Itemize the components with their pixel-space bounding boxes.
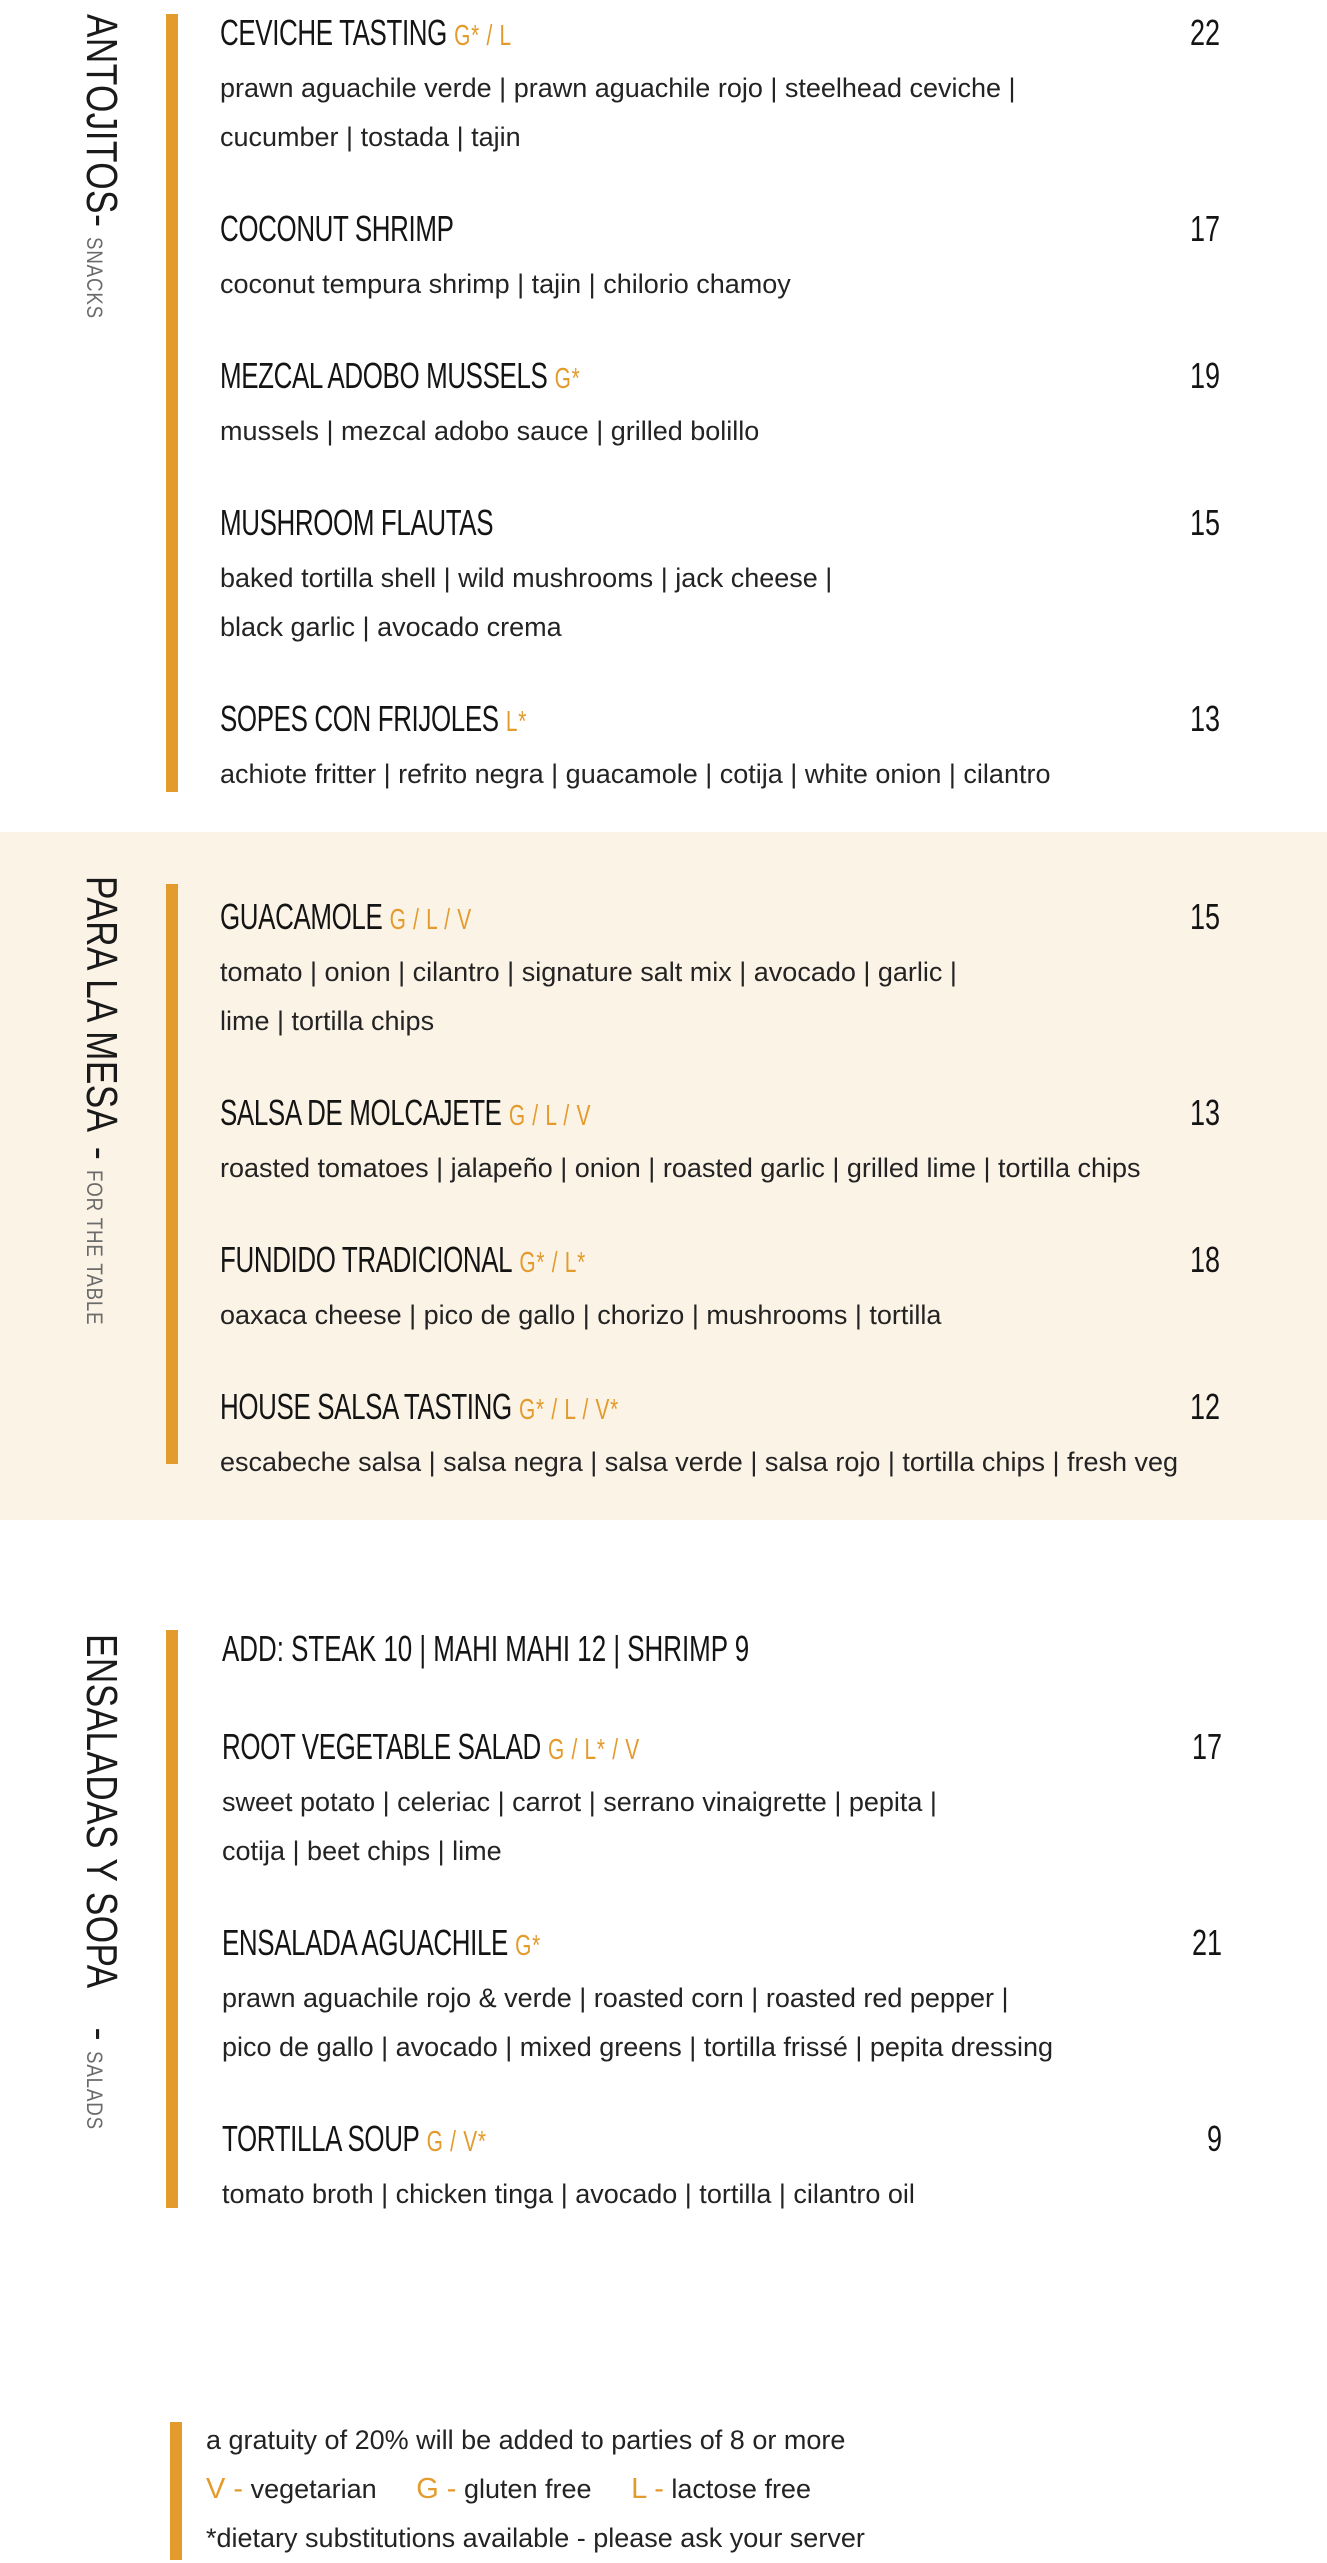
item-head [220, 502, 1220, 548]
item-description [222, 1974, 1282, 2072]
item-description [220, 750, 1280, 799]
item-description [220, 64, 1280, 162]
item-description [220, 407, 1280, 456]
item-price: 17 [1191, 1726, 1222, 1767]
accent-bar [166, 884, 178, 1464]
item-name-text: MEZCAL ADOBO MUSSELS [220, 355, 548, 396]
item-description [220, 260, 1280, 309]
dietary-tags: G* [554, 363, 581, 395]
item-name-text: ENSALADA AGUACHILE [222, 1922, 508, 1963]
legend-label-g: gluten free [463, 2474, 592, 2504]
section-title: ENSALADAS Y SOPA [77, 1634, 126, 1989]
dietary-tags: G* / L [454, 20, 512, 52]
item-head [220, 698, 1220, 744]
dietary-tags: G / L* / V [548, 1734, 640, 1766]
desc-line: cucumber | tostada | tajin [220, 122, 521, 152]
item-head [222, 2118, 1222, 2164]
item-price: 15 [1189, 502, 1220, 543]
menu-item-tortilla-soup [222, 2118, 1222, 2219]
dietary-tags: G / L / V [389, 904, 472, 936]
item-name-text: ROOT VEGETABLE SALAD [222, 1726, 541, 1767]
item-name [220, 502, 493, 544]
desc-line: oaxaca cheese | pico de gallo | chorizo | mushrooms | tortilla [220, 1300, 942, 1330]
item-description [220, 1144, 1280, 1193]
item-head [222, 1922, 1222, 1968]
accent-bar [170, 2422, 182, 2560]
desc-line: roasted tomatoes | jalapeño | onion | roasted garlic | grilled lime | tortilla chips [220, 1153, 1141, 1183]
desc-line: cotija | beet chips | lime [222, 1836, 502, 1866]
item-description [220, 948, 1280, 1046]
item-description [220, 554, 1280, 652]
section-title-para-la-mesa [76, 876, 126, 1353]
dietary-tags: G / L / V [508, 1100, 592, 1132]
desc-line: lime | tortilla chips [220, 1006, 435, 1036]
menu-item-salsa-de-molcajete [220, 1092, 1220, 1193]
item-name [220, 208, 454, 250]
item-name [220, 355, 580, 397]
item-price: 18 [1189, 1239, 1220, 1280]
item-name [220, 12, 512, 54]
item-name [220, 698, 527, 740]
dietary-tags: G* / L / V* [519, 1394, 620, 1426]
dietary-tags: G* [515, 1930, 541, 1962]
legend-key-l: L - [631, 2473, 664, 2505]
desc-line: black garlic | avocado crema [220, 612, 562, 642]
item-head [220, 896, 1220, 942]
item-name-text: COCONUT SHRIMP [220, 208, 454, 249]
item-price: 21 [1191, 1922, 1222, 1963]
menu-item-guacamole [220, 896, 1220, 1046]
item-head [220, 208, 1220, 254]
item-head [222, 1726, 1222, 1772]
item-name-text: GUACAMOLE [220, 896, 383, 937]
title-dash: - [78, 2027, 122, 2041]
item-name [220, 1092, 591, 1134]
desc-line: prawn aguachile rojo & verde | roasted corn | roasted red pepper | [222, 1983, 1009, 2013]
item-price: 12 [1189, 1386, 1220, 1427]
item-name [220, 1239, 586, 1281]
item-head [220, 1239, 1220, 1285]
substitution-note: *dietary substitutions available - please ask your server [206, 2523, 865, 2553]
dietary-tags: L* [505, 706, 528, 738]
item-price: 17 [1189, 208, 1220, 249]
item-name-text: SALSA DE MOLCAJETE [220, 1092, 502, 1133]
desc-line: baked tortilla shell | wild mushrooms | jack cheese | [220, 563, 833, 593]
item-head [220, 1092, 1220, 1138]
dietary-tags: G* / L* [519, 1247, 586, 1279]
gratuity-note: a gratuity of 20% will be added to parties of 8 or more [206, 2425, 846, 2455]
item-head [220, 355, 1220, 401]
title-dash: - [78, 213, 122, 228]
item-head [220, 12, 1220, 58]
legend-key-v: V - [206, 2473, 244, 2505]
section-title: PARA LA MESA [77, 876, 126, 1133]
desc-line: prawn aguachile verde | prawn aguachile rojo | steelhead ceviche | [220, 73, 1016, 103]
section-subtitle: SALADS [82, 2050, 107, 2130]
section-subtitle: FOR THE TABLE [82, 1170, 107, 1326]
item-price: 22 [1189, 12, 1220, 53]
menu-item-sopes-con-frijoles [220, 698, 1220, 799]
item-price: 19 [1189, 355, 1220, 396]
menu-item-root-vegetable-salad [222, 1726, 1222, 1876]
menu-footer [0, 2400, 1327, 2560]
item-name [222, 2118, 487, 2160]
desc-line: sweet potato | celeriac | carrot | serrano vinaigrette | pepita | [222, 1787, 937, 1817]
item-name-text: HOUSE SALSA TASTING [220, 1386, 512, 1427]
item-name [220, 896, 472, 938]
menu-item-ceviche-tasting [220, 12, 1220, 162]
dietary-tags: G / V* [426, 2126, 487, 2158]
desc-line: escabeche salsa | salsa negra | salsa verde | salsa rojo | tortilla chips | fresh veg [220, 1447, 1179, 1477]
desc-line: coconut tempura shrimp | tajin | chilorio chamoy [220, 269, 791, 299]
item-description [220, 1291, 1280, 1340]
section-title-antojitos [76, 14, 126, 334]
item-price: 13 [1189, 698, 1220, 739]
desc-line: mussels | mezcal adobo sauce | grilled bolillo [220, 416, 760, 446]
menu-item-house-salsa-tasting [220, 1386, 1220, 1487]
item-name [222, 1922, 541, 1964]
item-name [222, 1726, 640, 1768]
menu-item-fundido-tradicional [220, 1239, 1220, 1340]
accent-bar [166, 14, 178, 792]
item-head [220, 1386, 1220, 1432]
dietary-legend [206, 2465, 865, 2514]
item-name-text: CEVICHE TASTING [220, 12, 447, 53]
accent-bar [166, 1630, 178, 2208]
desc-line: pico de gallo | avocado | mixed greens | tortilla frissé | pepita dressing [222, 2032, 1053, 2062]
item-price: 9 [1206, 2118, 1222, 2159]
menu-item-ensalada-aguachile [222, 1922, 1222, 2072]
menu-item-coconut-shrimp [220, 208, 1220, 309]
section-ensaladas-y-sopa [0, 1520, 1327, 2220]
item-name-text: TORTILLA SOUP [222, 2118, 420, 2159]
item-name-text: SOPES CON FRIJOLES [220, 698, 499, 739]
desc-line: tomato | onion | cilantro | signature salt mix | avocado | garlic | [220, 957, 957, 987]
legend-label-l: lactose free [671, 2474, 811, 2504]
menu-item-mushroom-flautas [220, 502, 1220, 652]
item-name-text: MUSHROOM FLAUTAS [220, 502, 494, 543]
section-antojitos [0, 0, 1327, 832]
add-protein-options: ADD: STEAK 10 | MAHI MAHI 12 | SHRIMP 9 [222, 1628, 750, 1669]
section-title-ensaladas-y-sopa [76, 1634, 126, 2143]
title-dash: - [78, 1146, 122, 1160]
item-description [220, 1438, 1280, 1487]
item-price: 15 [1189, 896, 1220, 937]
footer-notes [206, 2416, 865, 2563]
legend-label-v: vegetarian [250, 2474, 377, 2504]
section-title: ANTOJITOS [77, 14, 126, 214]
section-para-la-mesa [0, 832, 1327, 1520]
item-name [220, 1386, 619, 1428]
item-description [222, 1778, 1282, 1876]
item-description [222, 2170, 1282, 2219]
legend-key-g: G - [416, 2473, 457, 2505]
desc-line: tomato broth | chicken tinga | avocado | tortilla | cilantro oil [222, 2179, 915, 2209]
item-price: 13 [1189, 1092, 1220, 1133]
section-subtitle: SNACKS [82, 237, 107, 320]
menu-item-mezcal-adobo-mussels [220, 355, 1220, 456]
desc-line: achiote fritter | refrito negra | guacamole | cotija | white onion | cilantro [220, 759, 1051, 789]
item-name-text: FUNDIDO TRADICIONAL [220, 1239, 513, 1280]
